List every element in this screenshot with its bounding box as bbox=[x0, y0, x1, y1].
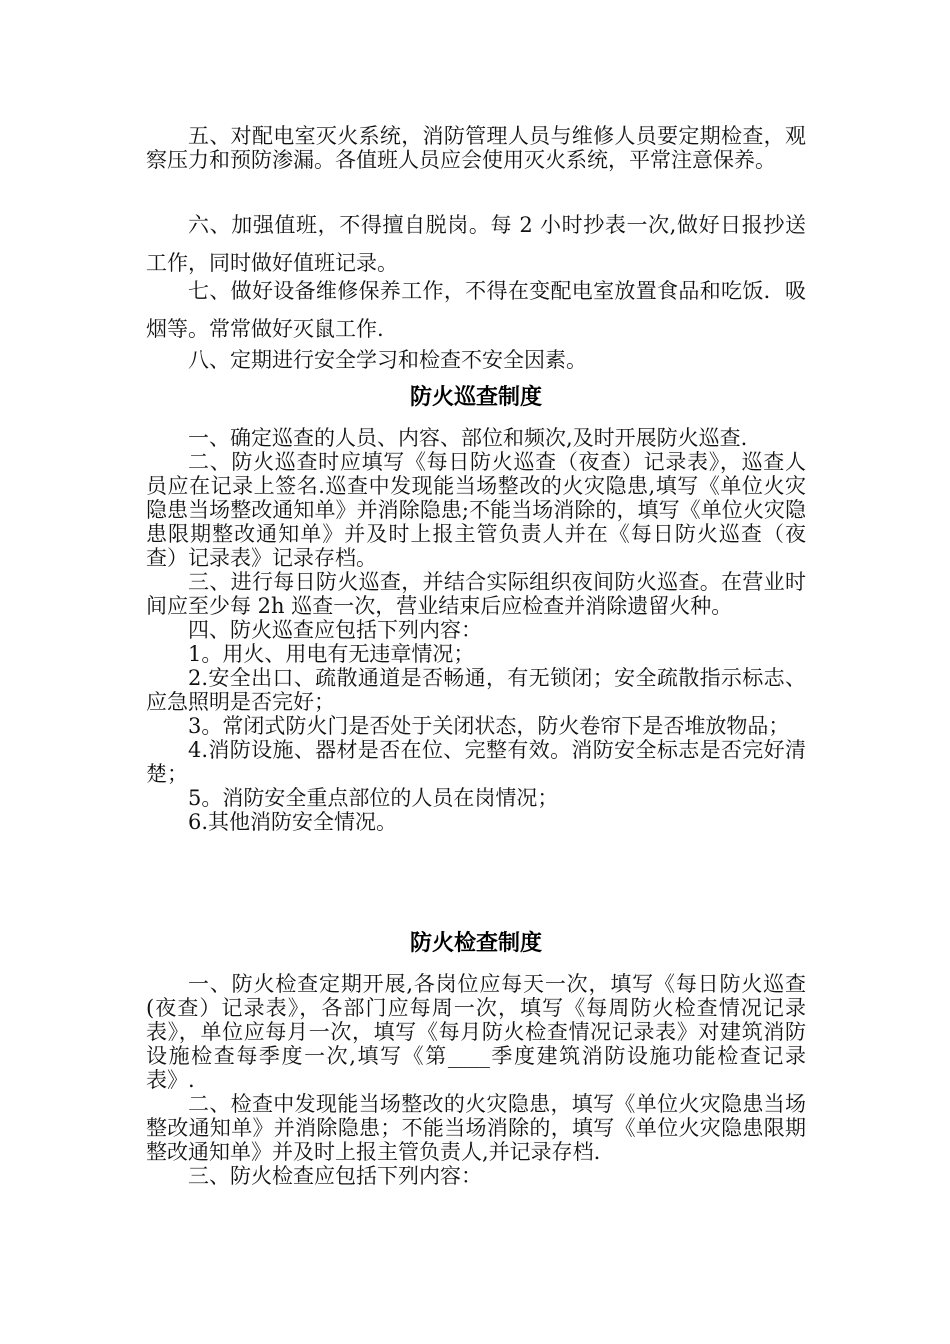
section-title-patrol: 防火巡查制度 bbox=[409, 385, 542, 410]
top-section bbox=[146, 124, 806, 172]
patrol-list-item-1: 1。用火、用电有无违章情况； bbox=[188, 642, 475, 666]
paragraph-7: 七、做好设备维修保养工作，不得在变配电室放置食品和吃饭．吸烟等。常常做好灭鼠工作. bbox=[146, 279, 806, 341]
patrol-paragraph-2: 二、防火巡查时应填写《每日防火巡查（夜查）记录表》，巡查人员应在记录上签名.巡查中发现能当场整改的火灾隐患,填写《单位火灾隐患当场整改通知单》并消除隐患;不能当场消除的，填写《单位火灾隐患限期整改通知单》并及时上报主管负责人并在《每日防火巡查（夜查）记录表》记录存档。 bbox=[146, 450, 806, 570]
paragraph-8: 八、定期进行安全学习和检查不安全因素。 bbox=[188, 348, 587, 372]
patrol-paragraph-1: 一、确定巡查的人员、内容、部位和频次,及时开展防火巡查. bbox=[188, 426, 748, 450]
patrol-section bbox=[146, 426, 806, 834]
patrol-paragraph-3: 三、进行每日防火巡查，并结合实际组织夜间防火巡查。在营业时间应至少每 2h 巡查一次，营业结束后应检查并消除遗留火种。 bbox=[146, 570, 806, 618]
paragraph-6: 六、加强值班，不得擅自脱岗。每 2 小时抄表一次,做好日报抄送工作，同时做好值班记录。 bbox=[146, 213, 806, 275]
inspection-paragraph-1: 一、防火检查定期开展,各岗位应每天一次，填写《每日防火巡查(夜查）记录表》，各部门应每周一次，填写《每周防火检查情况记录表》，单位应每月一次，填写《每月防火检查情况记录表》对建筑消防设施检查每季度一次,填写《第____季度建筑消防设施功能检查记录表》. bbox=[146, 972, 806, 1092]
paragraph-5: 五、对配电室灭火系统，消防管理人员与维修人员要定期检查，观察压力和预防渗漏。各值班人员应会使用灭火系统，平常注意保养。 bbox=[146, 124, 806, 172]
inspection-section bbox=[146, 972, 806, 1188]
patrol-list-item-4: 4.消防设施、器材是否在位、完整有效。消防安全标志是否完好清楚； bbox=[146, 738, 806, 786]
patrol-list-item-3: 3。常闭式防火门是否处于关闭状态，防火卷帘下是否堆放物品； bbox=[188, 714, 790, 738]
patrol-list-item-5: 5。消防安全重点部位的人员在岗情况； bbox=[188, 786, 559, 810]
section-title-inspection: 防火检查制度 bbox=[409, 931, 542, 956]
patrol-list-item-6: 6.其他消防安全情况。 bbox=[188, 810, 398, 834]
patrol-paragraph-4: 四、防火巡查应包括下列内容： bbox=[188, 618, 482, 642]
patrol-list-item-2: 2.安全出口、疏散通道是否畅通，有无锁闭；安全疏散指示标志、应急照明是否完好； bbox=[146, 666, 806, 714]
inspection-paragraph-3: 三、防火检查应包括下列内容： bbox=[188, 1164, 482, 1188]
inspection-paragraph-2: 二、检查中发现能当场整改的火灾隐患，填写《单位火灾隐患当场整改通知单》并消除隐患；不能当场消除的，填写《单位火灾隐患限期整改通知单》并及时上报主管负责人,并记录存档. bbox=[146, 1092, 806, 1164]
